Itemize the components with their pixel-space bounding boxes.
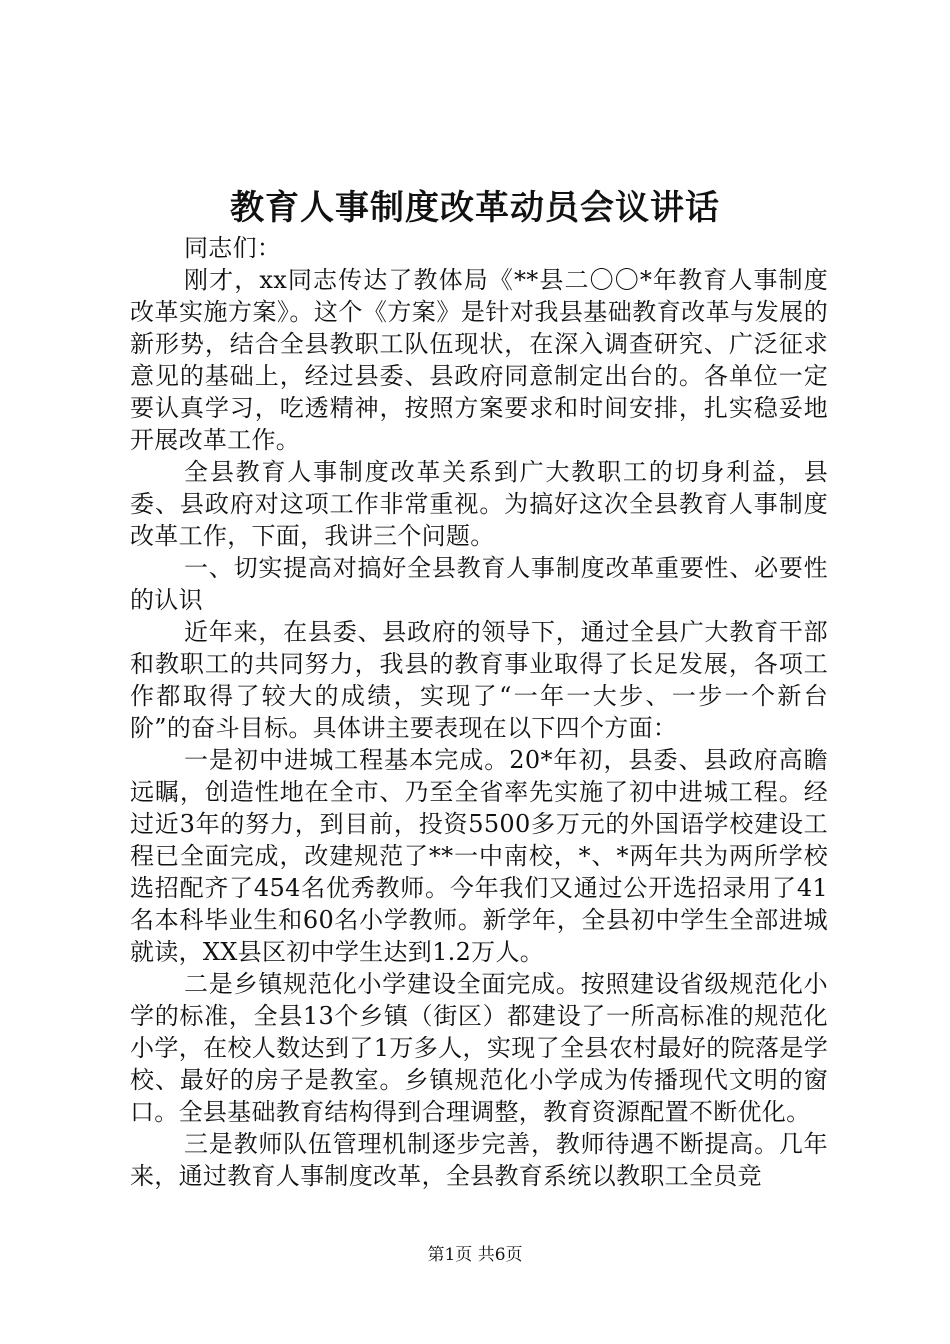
paragraph: 全县教育人事制度改革关系到广大教职工的切身利益，县委、县政府对这项工作非常重视。为搞好这次全县教育人事制度改革工作，下面，我讲三个问题。 (130, 458, 828, 550)
paragraph: 三是教师队伍管理机制逐步完善，教师待遇不断提高。几年来，通过教育人事制度改革，全县教育系统以教职工全员竞 (130, 1130, 828, 1190)
paragraph: 一是初中进城工程基本完成。20*年初，县委、县政府高瞻远瞩，创造性地在全市、乃至全省率先实施了初中进城工程。经过近3年的努力，到目前，投资5500多万元的外国语学校建设工程已全面完成，改建规范了**一中南校，*、*两年共为两所学校选招配齐了454名优秀教师。今年我们又通过公开选招录用了41名本科毕业生和60名小学教师。新学年，全县初中学生全部进城就读，XX县区初中学生达到1.2万人。 (130, 746, 828, 966)
document-body (130, 232, 828, 1192)
paragraph: 近年来，在县委、县政府的领导下，通过全县广大教育干部和教职工的共同努力，我县的教育事业取得了长足发展，各项工作都取得了较大的成绩，实现了“一年一大步、一步一个新台阶”的奋斗目标。具体讲主要表现在以下四个方面： (130, 618, 828, 742)
paragraph: 刚才，xx同志传达了教体局《**县二〇〇*年教育人事制度改革实施方案》。这个《方案》是针对我县基础教育改革与发展的新形势，结合全县教职工队伍现状，在深入调查研究、广泛征求意见的基础上，经过县委、县政府同意制定出台的。各单位一定要认真学习，吃透精神，按照方案要求和时间安排，扎实稳妥地开展改革工作。 (130, 266, 828, 454)
page-number-footer: 第1页 共6页 (427, 1245, 523, 1265)
salutation: 同志们： (184, 234, 282, 262)
document-title: 教育人事制度改革动员会议讲话 (230, 188, 720, 228)
section-heading: 一、切实提高对搞好全县教育人事制度改革重要性、必要性的认识 (130, 554, 828, 614)
paragraph: 二是乡镇规范化小学建设全面完成。按照建设省级规范化小学的标准，全县13个乡镇（街区）都建设了一所高标准的规范化小学，在校人数达到了1万多人，实现了全县农村最好的院落是学校、最好的房子是教室。乡镇规范化小学成为传播现代文明的窗口。全县基础教育结构得到合理调整，教育资源配置不断优化。 (130, 970, 828, 1126)
